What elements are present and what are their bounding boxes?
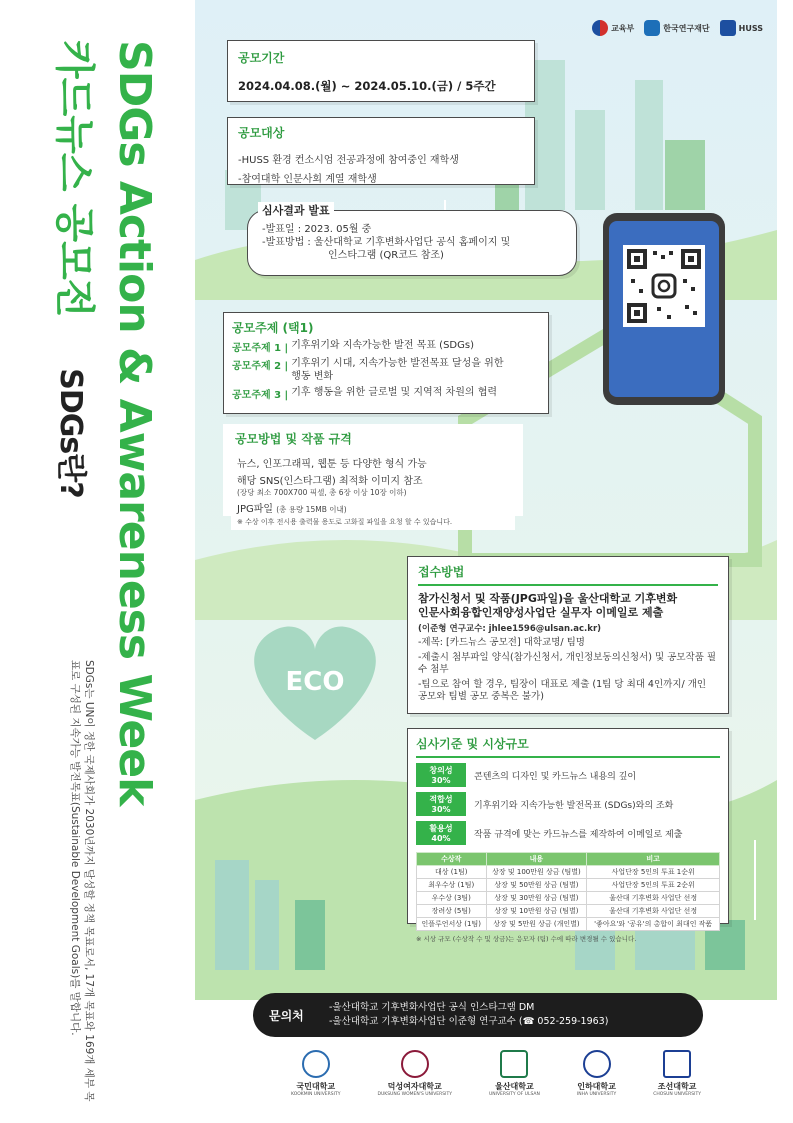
submit-heading: 접수방법 — [418, 565, 465, 579]
method-heading: 공모방법 및 작품 규격 — [231, 429, 356, 448]
university-logos — [291, 1050, 701, 1097]
table-cell: 사업단장 5인의 투표 1순위 — [587, 866, 720, 879]
table-cell: 상장 및 5만원 상금 (개인별) — [486, 918, 587, 931]
criterion-badge-3: 활용성 40% — [416, 821, 466, 845]
sdgs-question: SDGs란? — [53, 368, 88, 498]
univ-en: UNIVERSITY OF ULSAN — [488, 1092, 540, 1097]
criterion-3 — [416, 821, 720, 845]
target-card — [227, 117, 535, 185]
kookmin-seal-icon — [302, 1050, 330, 1078]
judge-heading: 심사기준 및 시상규모 — [416, 737, 529, 751]
judge-note: ※ 시상 규모 (수상작 수 및 상금)는 응모자 (팀) 수에 따라 변경될 수 있습니다. — [416, 935, 637, 943]
univ-name: 울산대학교 — [495, 1082, 534, 1091]
table-row — [417, 892, 720, 905]
prize-col-note: 비고 — [587, 853, 720, 866]
result-line-1: -발표일 : 2023. 05월 중 — [262, 224, 372, 235]
nrf-emblem-icon — [644, 20, 660, 36]
univ-name: 국민대학교 — [296, 1082, 336, 1091]
inquiry-line-2: -울산대학교 기후변화사업단 이준형 연구교수 (☎ 052-259-1963) — [329, 1016, 609, 1027]
judge-card — [407, 728, 729, 943]
inquiry-label: 문의처 — [269, 1008, 304, 1023]
criterion-2 — [416, 792, 720, 816]
moe-emblem-icon — [592, 20, 608, 36]
side-strip — [0, 0, 195, 1123]
criterion-text-1: 콘텐츠의 디자인 및 카드뉴스 내용의 깊이 — [474, 771, 637, 782]
univ-kookmin — [291, 1050, 340, 1097]
theme-item-2 — [232, 357, 540, 383]
method-line-2: 해당 SNS(인스타그램) 최적화 이미지 참조 — [237, 476, 423, 487]
method-note: ※ 수상 이후 전시용 출력물 용도로 고화질 파일을 요청 할 수 있습니다. — [237, 518, 453, 526]
table-cell: 울산대 기후변화 사업단 선정 — [587, 892, 720, 905]
criterion-1 — [416, 763, 720, 787]
logo-nrf-text: 한국연구재단 — [663, 23, 710, 33]
table-row — [417, 866, 720, 879]
table-row — [417, 879, 720, 892]
table-cell: 장려상 (5팀) — [417, 905, 487, 918]
submit-contact: (이준형 연구교수: jhlee1596@ulsan.ac.kr) — [418, 624, 602, 634]
univ-inha — [577, 1050, 616, 1097]
submit-bold-1: 참가신청서 및 작품(JPG파일)을 울산대학교 기후변화 — [418, 592, 678, 605]
univ-name: 덕성여자대학교 — [387, 1082, 442, 1091]
logo-huss — [720, 20, 763, 36]
sub-title — [49, 40, 106, 498]
table-cell: 울산대 기후변화 사업단 선정 — [587, 905, 720, 918]
univ-name: 인하대학교 — [577, 1082, 616, 1091]
univ-en: CHOSUN UNIVERSITY — [653, 1092, 701, 1097]
table-cell: 상장 및 10만원 상금 (팀별) — [486, 905, 587, 918]
top-logos — [592, 20, 763, 36]
inha-seal-icon — [583, 1050, 611, 1078]
table-cell: 인플루언서상 (1팀) — [417, 918, 487, 931]
result-card — [247, 204, 577, 276]
table-cell: 상장 및 100만원 상금 (팀별) — [486, 866, 587, 879]
theme-key-3: 공모주제 3 | — [232, 390, 289, 401]
logo-moe — [592, 20, 634, 36]
method-jpg: JPG파일 — [237, 504, 274, 515]
univ-name: 조선대학교 — [657, 1082, 697, 1091]
phone-illustration — [603, 213, 725, 405]
huss-emblem-icon — [720, 20, 736, 36]
table-cell: 최우수상 (1팀) — [417, 879, 487, 892]
sub-title-kor: 카드뉴스 공모전 — [51, 40, 97, 317]
inquiry-lines — [329, 1001, 608, 1029]
inquiry-bar — [253, 993, 703, 1037]
chosun-seal-icon — [663, 1050, 691, 1078]
prize-col-content: 내용 — [486, 853, 587, 866]
target-line-2: -참여대학 인문사회 계열 재학생 — [238, 174, 377, 185]
eco-heart-label: ECO — [285, 667, 345, 697]
criterion-text-2: 기후위기와 지속가능한 발전목표 (SDGs)와의 조화 — [474, 800, 674, 811]
submit-bold-2: 인문사회융합인재양성사업단 실무자 이메일로 제출 — [418, 606, 664, 619]
method-line-3 — [237, 500, 509, 515]
theme-item-1 — [232, 339, 540, 354]
theme-value-3: 기후 행동을 위한 글로벌 및 지역적 차원의 협력 — [291, 387, 498, 398]
target-heading: 공모대상 — [238, 126, 285, 140]
theme-item-3 — [232, 386, 540, 401]
theme-heading: 공모주제 (택1) — [232, 321, 314, 335]
poster — [195, 0, 777, 1123]
table-row — [417, 918, 720, 931]
submit-card — [407, 556, 729, 714]
result-line-2: -발표방법 : 울산대학교 기후변화사업단 공식 홈페이지 및 — [262, 237, 511, 248]
method-small-2: (총 용량 15MB 이내) — [276, 505, 347, 514]
main-title: SDGs Action & Awareness Week — [109, 40, 160, 806]
criterion-badge-2: 적합성 30% — [416, 792, 466, 816]
submit-line-3: -팀으로 참여 할 경우, 팀장이 대표로 제출 (1팀 당 최대 4인까지/ 개인 공모와 팀별 공모 중복은 불가) — [418, 679, 707, 702]
inquiry-line-1: -울산대학교 기후변화사업단 공식 인스타그램 DM — [329, 1002, 535, 1013]
sdgs-description: SDGs는 UN이 정한 국제사회가 2030년까지 달성할 정책 목표로서, 17개 목표와 169개 세부 목표로 구성된 지속가능 발전목표(Sustainable Development Goals)를 말합니다. — [69, 660, 95, 1102]
theme-card — [223, 312, 549, 414]
logo-nrf — [644, 20, 709, 36]
prize-table — [416, 852, 720, 931]
table-cell: 상장 및 30만원 상금 (팀별) — [486, 892, 587, 905]
prize-table-header — [417, 853, 720, 866]
univ-en: INHA UNIVERSITY — [576, 1092, 617, 1097]
phone-screen — [609, 221, 719, 397]
univ-ulsan — [489, 1050, 540, 1097]
result-heading: 심사결과 발표 — [258, 202, 334, 218]
ulsan-seal-icon — [500, 1050, 528, 1078]
table-cell: 사업단장 5인의 투표 2순위 — [587, 879, 720, 892]
table-row — [417, 905, 720, 918]
submit-line-1: -제목: [카드뉴스 공모전] 대학교명/ 팀명 — [418, 637, 585, 648]
logo-moe-text: 교육부 — [611, 23, 635, 33]
period-card — [227, 40, 535, 102]
theme-key-2: 공모주제 2 | — [232, 361, 289, 372]
criterion-text-3: 작품 규격에 맞는 카드뉴스를 제작하여 이메일로 제출 — [474, 829, 683, 840]
judge-divider — [416, 756, 720, 758]
result-line-3: 인스타그램 (QR코드 참조) — [328, 250, 444, 261]
univ-en: KOOKMIN UNIVERSITY — [291, 1092, 341, 1097]
submit-divider — [418, 584, 718, 586]
univ-duksung — [377, 1050, 451, 1097]
table-cell: 대상 (1팀) — [417, 866, 487, 879]
target-line-1: -HUSS 환경 컨소시엄 전공과정에 참여중인 재학생 — [238, 155, 459, 166]
method-card — [223, 424, 523, 526]
theme-value-1: 기후위기와 지속가능한 발전 목표 (SDGs) — [291, 340, 474, 351]
prize-col-award: 수상작 — [417, 853, 487, 866]
period-heading: 공모기간 — [238, 51, 285, 65]
criterion-badge-1: 창의성 30% — [416, 763, 466, 787]
submit-line-2: -제출시 첨부파일 양식(참가신청서, 개인정보동의신청서) 및 공모작품 필수 첨부 — [418, 652, 717, 675]
univ-chosun — [653, 1050, 701, 1097]
univ-en: DUKSUNG WOMEN'S UNIVERSITY — [377, 1092, 452, 1097]
table-cell: '좋아요'와 '공유'의 총합이 최대인 작품 — [587, 918, 720, 931]
duksung-seal-icon — [401, 1050, 429, 1078]
table-cell: 상장 및 50만원 상금 (팀별) — [486, 879, 587, 892]
theme-value-2: 기후위기 시대, 지속가능한 발전목표 달성을 위한 행동 변화 — [291, 358, 504, 382]
qr-code-icon[interactable] — [623, 245, 705, 327]
theme-key-1: 공모주제 1 | — [232, 343, 289, 354]
logo-huss-text: HUSS — [738, 23, 763, 33]
method-small-1: (장당 최소 700X700 픽셀, 총 6장 이상 10장 이하) — [237, 488, 407, 497]
period-value: 2024.04.08.(월) ~ 2024.05.10.(금) / 5주간 — [238, 79, 496, 93]
table-cell: 우수상 (3팀) — [417, 892, 487, 905]
method-line-1: 뉴스, 인포그래픽, 웹툰 등 다양한 형식 가능 — [237, 459, 427, 470]
